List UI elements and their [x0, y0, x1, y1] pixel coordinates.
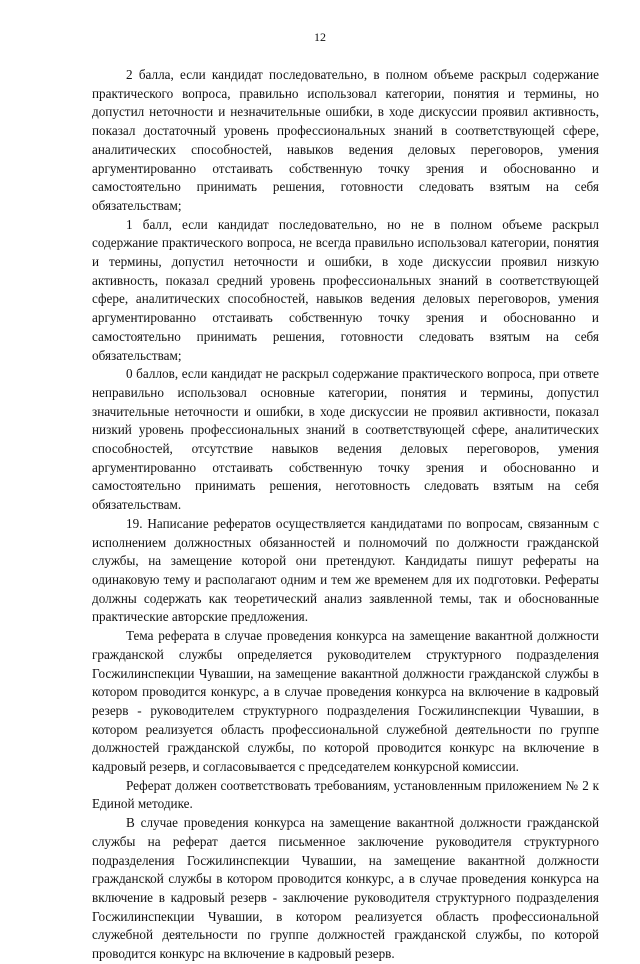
paragraph-essay-requirements: Реферат должен соответствовать требованиям, установленным приложением № 2 к Единой методике.: [92, 777, 599, 812]
paragraph-essay-conclusion: В случае проведения конкурса на замещение вакантной должности гражданской службы на реферат дается письменное заключение руководителя структурного подразделения Госжилинспекции Чувашии, на замещение вакантной должности гражданской службы в котором проводится конкурс, а в случае проведения конкурса на включение в кадровый резерв - заключение руководителя структурного подразделения Госжилинспекции Чувашии, в котором реализуется область профессиональной служебной деятельности по группе должностей гражданской службы, по которой проводится конкурс на включение в кадровый резерв.: [92, 815, 599, 962]
document-body: [92, 66, 599, 964]
paragraph-score-2: 2 балла, если кандидат последовательно, в полном объеме раскрыл содержание практического вопроса, правильно использовал категории, понятия и термины, но допустил неточности и незначительные ошибки, в ходе дискуссии проявил активность, показал достаточный уровень профессиональных знаний в соответствующей сфере, аналитических способностей, навыков ведения деловых переговоров, умения аргументированно отстаивать собственную точку зрения и обоснованно и самостоятельно принимать решения, готовности следовать взятым на себя обязательствам;: [92, 67, 599, 213]
page-number: 12: [314, 30, 326, 44]
paragraph-score-0: 0 баллов, если кандидат не раскрыл содержание практического вопроса, при ответе неправильно использовал основные категории, понятия и термины, допустил значительные неточности и ошибки, в ходе дискуссии не проявил активности, показал низкий уровень профессиональных знаний в соответствующей сфере, аналитических способностей, отсутствие навыков ведения деловых переговоров, умения аргументированно отстаивать собственную точку зрения и обоснованно и самостоятельно принимать решения, неготовность следовать взятым на себя обязательствам.: [92, 366, 599, 513]
paragraph-item-19: 19. Написание рефератов осуществляется кандидатами по вопросам, связанным с исполнением должностных обязанностей и полномочий по должности гражданской службы, на замещение которой они претендуют. Кандидаты пишут рефераты на одинаковую тему и располагают одним и тем же временем для их подготовки. Рефераты должны содержать как теоретический анализ заявленной темы, так и обоснованные практические авторские предложения.: [92, 515, 599, 625]
paragraph-essay-topic: Тема реферата в случае проведения конкурса на замещение вакантной должности гражданской службы определяется руководителем структурного подразделения Госжилинспекции Чувашии, на замещение вакантной должности гражданской службы в котором проводится конкурс, а в случае проведения конкурса на включение в кадровый резерв - руководителем структурного подразделения Госжилинспекции Чувашии, в котором реализуется область профессиональной служебной деятельности по группе должностей гражданской службы, по которой проводится конкурс на включение в кадровый резерв, и согласовывается с председателем конкурсной комиссии.: [92, 628, 599, 775]
paragraph-score-1: 1 балл, если кандидат последовательно, но не в полном объеме раскрыл содержание практического вопроса, не всегда правильно использовал категории, понятия и термины, допустил неточности и ошибки, в ходе дискуссии проявил низкую активность, показал средний уровень профессиональных знаний в соответствующей сфере, аналитических способностей, навыков ведения деловых переговоров, умения аргументированно отстаивать собственную точку зрения и обоснованно и самостоятельно принимать решения, готовности следовать взятым на себя обязательствам;: [92, 216, 599, 363]
